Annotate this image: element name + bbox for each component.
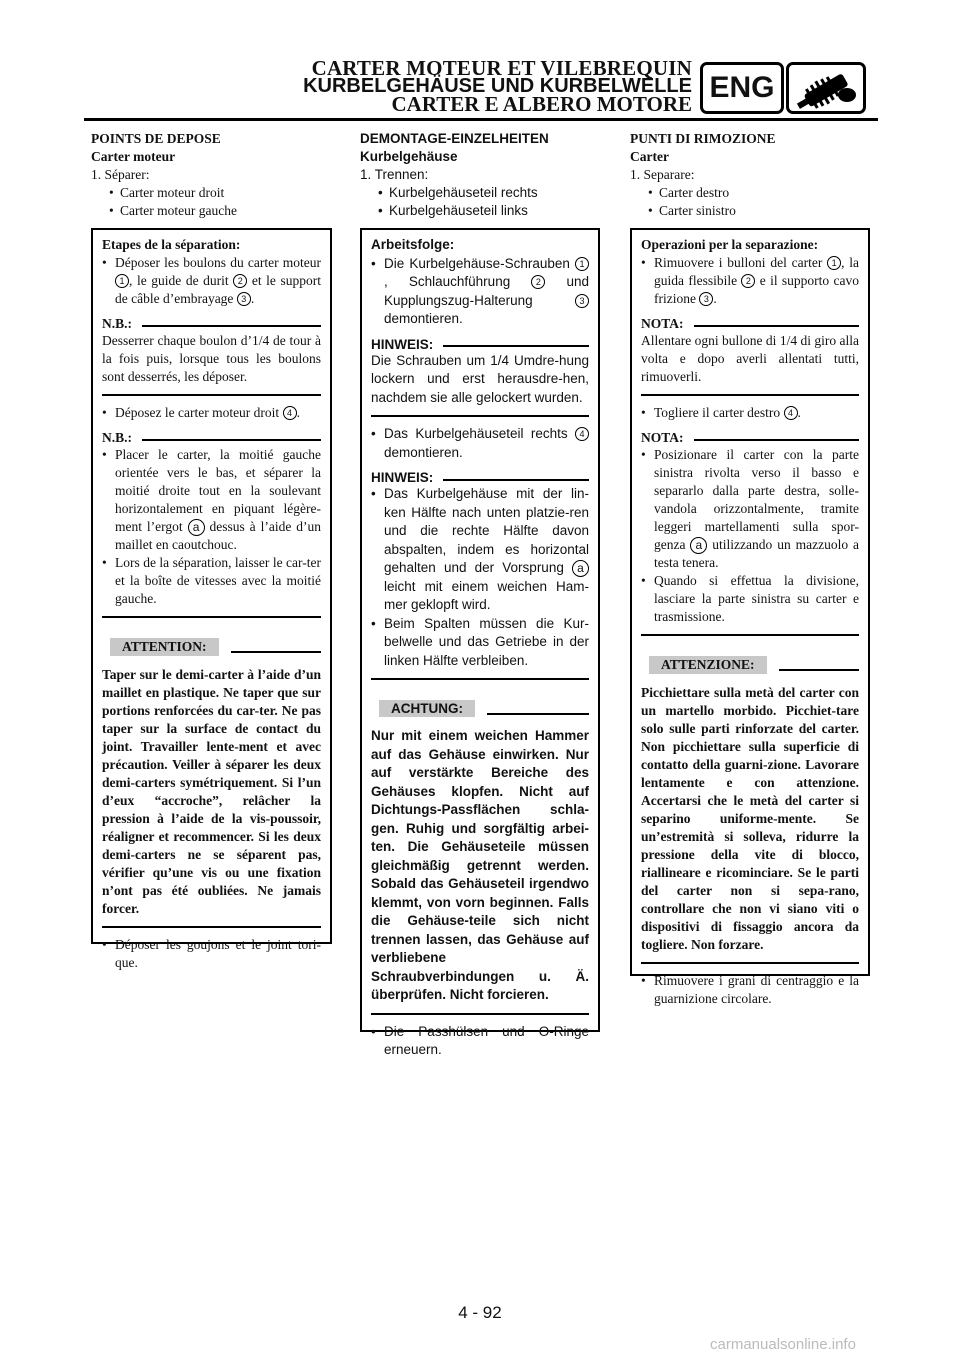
de-intro [360, 130, 600, 220]
it-procedure-box [630, 228, 870, 1006]
fr-item: • Carter moteur droit [91, 184, 331, 202]
title-fr: CARTER MOTEUR ET VILEBREQUIN [311, 56, 692, 80]
fr-heading: POINTS DE DEPOSE [91, 131, 221, 146]
it-subheading: Carter [630, 149, 669, 164]
divider [102, 616, 321, 618]
it-heading: PUNTI DI RIMOZIONE [630, 131, 776, 146]
divider [641, 394, 859, 396]
it-step-item: • Rimuovere i grani di centraggio e la guarnizione circolare. [641, 972, 859, 1008]
watermark: carmanualsonline.info [710, 1336, 856, 1353]
fr-warning-header: ATTENTION: [102, 638, 321, 656]
fr-note-item: • Placer le carter, la moitié gauche orientée vers le bas, et séparer la moitié droite tout en la soulevant horizontalement en piquant légère-ment l’ergot a dessus à l’aide d’un maillet en caoutchouc. [102, 446, 321, 554]
it-intro [630, 130, 870, 220]
it-step: 1. Separare: [630, 167, 695, 182]
it-note-header: NOTA: [641, 430, 859, 446]
de-note-header: HINWEIS: [371, 470, 589, 485]
eng-badge: ENG [700, 62, 784, 114]
it-warning-text: Picchiettare sulla metà del carter con un martello morbido. Picchiet-tare solo sulle parti rinforzate del carter. Non picchiettare sulla superficie di contatto della guarni-zione. Lavorare lentamente e con attenzione. Accertarsi che le metà del carter si separino uniforme-mente. Se un’estremità si solleva, ridurre la pressione della vite di blocco, riallineare e ricominciare. Se le parti del carter non si sepa-rano, controllare che non vi siano viti o dispositivi di fissaggio ancora da togliere. Non forzare. [641, 685, 859, 952]
it-box-title: Operazioni per la separazione: [641, 237, 819, 252]
de-procedure-box [360, 228, 600, 1057]
fr-note-text: Desserrer chaque boulon d’1/4 de tour à la fois puis, lorsque tous les boulons sont desserrés, les déposer. [102, 333, 321, 384]
de-box-title: Arbeitsfolge: [371, 237, 455, 252]
divider [102, 926, 321, 928]
divider [641, 962, 859, 964]
fr-box-title: Etapes de la séparation: [102, 237, 241, 252]
fr-warning-text: Taper sur le demi-carter à l’aide d’un maillet en plastique. Ne taper que sur portions renforcées du car-ter. Ne pas taper sur la surface de contact du joint. Travailler lente-ment et avec précaution. Veiller à séparer les deux demi-carters symétriquement. Si l’un d’eux “accroche”, relâcher la pression à l’aide de la vis-poussoir, réaligner et recommencer. Si les deux demi-carters ne se séparent pas, vérifier qu’une vis ou une fixation n’ont pas été oubliées. Ne jamais forcer. [102, 667, 321, 916]
de-heading: DEMONTAGE-EINZELHEITEN [360, 131, 549, 146]
it-note-item: • Quando si effettua la divisione, lasciare la parte sinistra su carter e trasmissione. [641, 572, 859, 626]
de-warning-header: ACHTUNG: [371, 700, 589, 717]
de-warning-text: Nur mit einem weichen Hammer auf das Gehäuse einwirken. Nur auf verstärkte Bereiche des Gehäuses klopfen. Nicht auf Dichtungs-Passflächen schla-gen. Ruhig und sorgfältig arbei-ten. Die Gehäuseteile müssen gleichmäßig getrennt werden. Sobald das Gehäuseteil irgendwo klemmt, von vorn beginnen. Falls die Gehäuse-teile sich nicht trennen lassen, das Gehäuse auf verbliebene Schraubverbindungen u. Ä. überprüfen. Nicht forcieren. [371, 728, 589, 1002]
de-note-text: Die Schrauben um 1/4 Umdre-hung lockern und erst herausdre-hen, nachdem sie alle gelockert wurden. [371, 352, 589, 405]
divider [641, 634, 859, 636]
fr-step-item: • Déposer les goujons et le joint tori-que. [102, 936, 321, 972]
divider [102, 394, 321, 396]
fr-note-header: N.B.: [102, 430, 321, 446]
divider [371, 678, 589, 680]
de-item: • Kurbelgehäuseteil rechts [360, 184, 600, 202]
fr-note-header: N.B.: [102, 316, 321, 332]
engine-tool-icon [786, 62, 866, 114]
it-note-header: NOTA: [641, 316, 859, 332]
de-note-item: • Das Kurbelgehäuse mit der lin-ken Hälfte nach unten platzie-ren und die rechte Hälfte davon abspalten, indem es horizontal gehalten und der Vorsprung a leicht mit einem weichen Ham-mer geklopft wird. [371, 485, 589, 615]
fr-note-item: • Lors de la séparation, laisser le car-ter et la boîte de vitesses avec la moitié gauche. [102, 554, 321, 608]
it-item: • Carter destro [630, 184, 870, 202]
fr-procedure-box [91, 228, 332, 970]
fr-item: • Carter moteur gauche [91, 202, 331, 220]
fr-subheading: Carter moteur [91, 149, 176, 164]
fr-step-item: • Déposez le carter moteur droit 4 . [102, 404, 321, 422]
it-step-item: • Rimuovere i bulloni del carter 1 , la guida flessibile 2 e il supporto cavo frizione 3 . [641, 254, 859, 308]
it-note-text: Allentare ogni bullone di 1/4 di giro alla volta e dopo averli allentati tutti, rimuoverli. [641, 333, 859, 384]
fr-intro [91, 130, 331, 220]
title-de: KURBELGEHÄUSE UND KURBELWELLE [303, 75, 692, 97]
de-step-item: • Die Kurbelgehäuse-Schrauben 1, Schlauchführung 2 und Kupplungszug-Halterung 3 demontieren. [371, 255, 589, 329]
it-step-item: • Togliere il carter destro 4 . [641, 404, 859, 422]
de-step-item: • Das Kurbelgehäuseteil rechts 4 demontieren. [371, 425, 589, 462]
fr-step-item: • Déposer les boulons du carter moteur 1 , le guide de durit 2 et le support de câble d’embrayage 3 . [102, 254, 321, 308]
de-step: 1. Trennen: [360, 167, 429, 182]
it-warning-header: ATTENZIONE: [641, 656, 859, 674]
it-note-item: • Posizionare il carter con la parte sinistra rivolta verso il basso e separarlo dalla parte destra, solle-vandola orizzontalmente, tramite leggeri martellamenti sulla spor-genza a utilizzando un mazzuolo a testa tenera. [641, 446, 859, 572]
de-step-item: • Die Passhülsen und O-Ringe erneuern. [371, 1023, 589, 1060]
de-item: • Kurbelgehäuseteil links [360, 202, 600, 220]
header-rule [84, 118, 878, 121]
de-note-item: • Beim Spalten müssen die Kur-belwelle und das Getriebe in der linken Hälfte verbleiben. [371, 615, 589, 671]
it-item: • Carter sinistro [630, 202, 870, 220]
divider [371, 415, 589, 417]
page-number: 4 - 92 [458, 1303, 502, 1322]
de-note-header: HINWEIS: [371, 337, 589, 352]
divider [371, 1013, 589, 1015]
de-subheading: Kurbelgehäuse [360, 149, 458, 164]
fr-step: 1. Séparer: [91, 167, 150, 182]
title-it: CARTER E ALBERO MOTORE [391, 92, 692, 116]
